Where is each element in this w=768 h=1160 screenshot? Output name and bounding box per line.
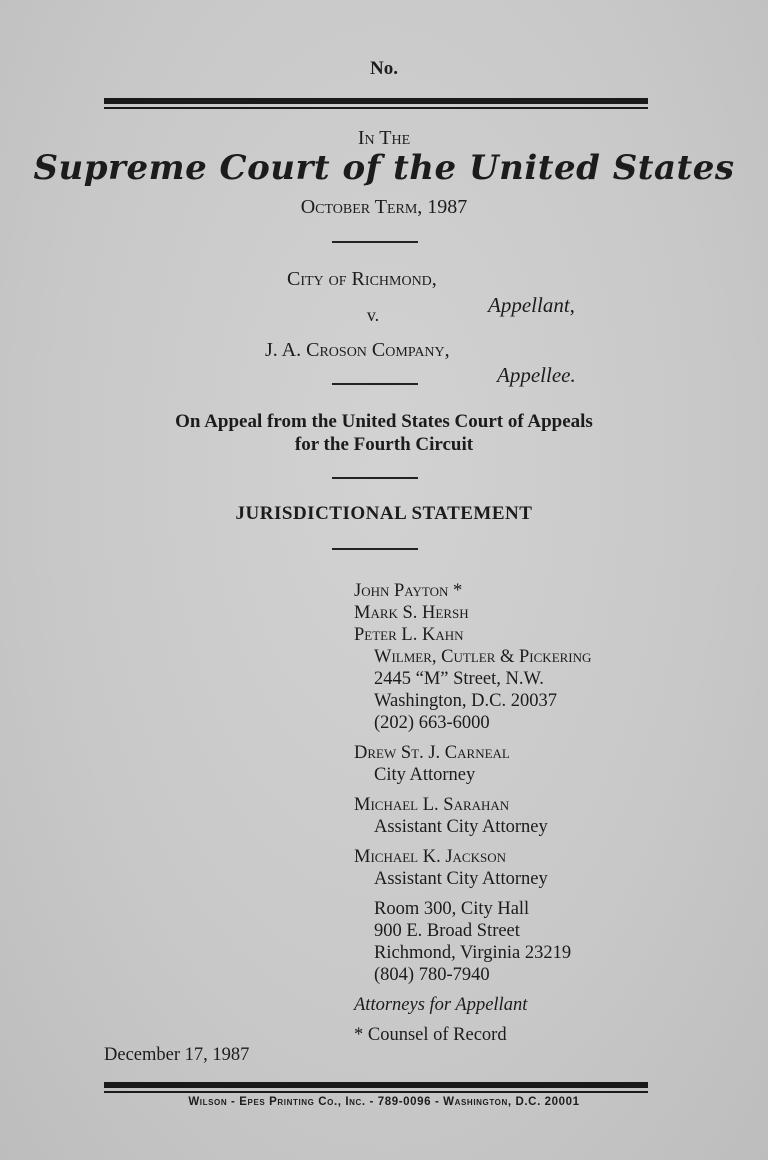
office-city: Richmond, Virginia 23219 [374, 943, 572, 963]
appellee-role: Appellee. [497, 363, 576, 387]
firm-phone: (202) 663-6000 [374, 713, 490, 733]
attorney-name: Michael L. Sarahan [354, 795, 510, 815]
divider-4 [332, 548, 418, 550]
firm-street: 2445 “M” Street, N.W. [374, 669, 544, 689]
law-firm: Wilmer, Cutler & Pickering [374, 647, 592, 667]
attorney-name: Mark S. Hersh [354, 603, 469, 623]
document-title: JURISDICTIONAL STATEMENT [235, 503, 533, 524]
bottom-rule-thick [104, 1082, 648, 1088]
attorney-name: Michael K. Jackson [354, 847, 506, 867]
attorney-title: City Attorney [374, 765, 476, 785]
office-room: Room 300, City Hall [374, 899, 530, 919]
printer-imprint: Wilson - Epes Printing Co., Inc. - 789-0096 - Washington, D.C. 20001 [188, 1096, 580, 1108]
attorney-name: Drew St. J. Carneal [354, 743, 510, 763]
counsel-block [354, 580, 591, 1046]
firm-city: Washington, D.C. 20037 [374, 691, 557, 711]
docket-number: No. [370, 58, 398, 79]
attorney-name: John Payton * [354, 581, 463, 601]
divider-2 [332, 383, 418, 385]
appellant-name: City of Richmond, [287, 268, 437, 290]
divider-3 [332, 477, 418, 479]
attorneys-for: Attorneys for Appellant [354, 995, 528, 1015]
appellant-role: Appellant, [488, 293, 575, 317]
divider-1 [332, 241, 418, 243]
bottom-rule-thin [104, 1091, 648, 1093]
top-rule-thin [104, 107, 648, 109]
appeal-caption [0, 410, 768, 456]
court-term: October Term, 1987 [300, 196, 468, 218]
appeal-line-2: for the Fourth Circuit [294, 434, 474, 455]
versus: v. [366, 305, 380, 325]
appellee-name: J. A. Croson Company, [265, 339, 450, 361]
counsel-of-record-note: * Counsel of Record [354, 1025, 507, 1045]
attorney-title: Assistant City Attorney [374, 869, 548, 889]
attorney-title: Assistant City Attorney [374, 817, 548, 837]
appeal-line-1: On Appeal from the United States Court of Appeals [175, 411, 593, 432]
filing-date: December 17, 1987 [104, 1045, 250, 1065]
office-phone: (804) 780-7940 [374, 965, 490, 985]
office-street: 900 E. Broad Street [374, 921, 520, 941]
in-the-heading: In The [357, 127, 411, 149]
court-name: Supreme Court of the United States [33, 148, 735, 188]
top-rule-thick [104, 98, 648, 104]
attorney-name: Peter L. Kahn [354, 625, 464, 645]
